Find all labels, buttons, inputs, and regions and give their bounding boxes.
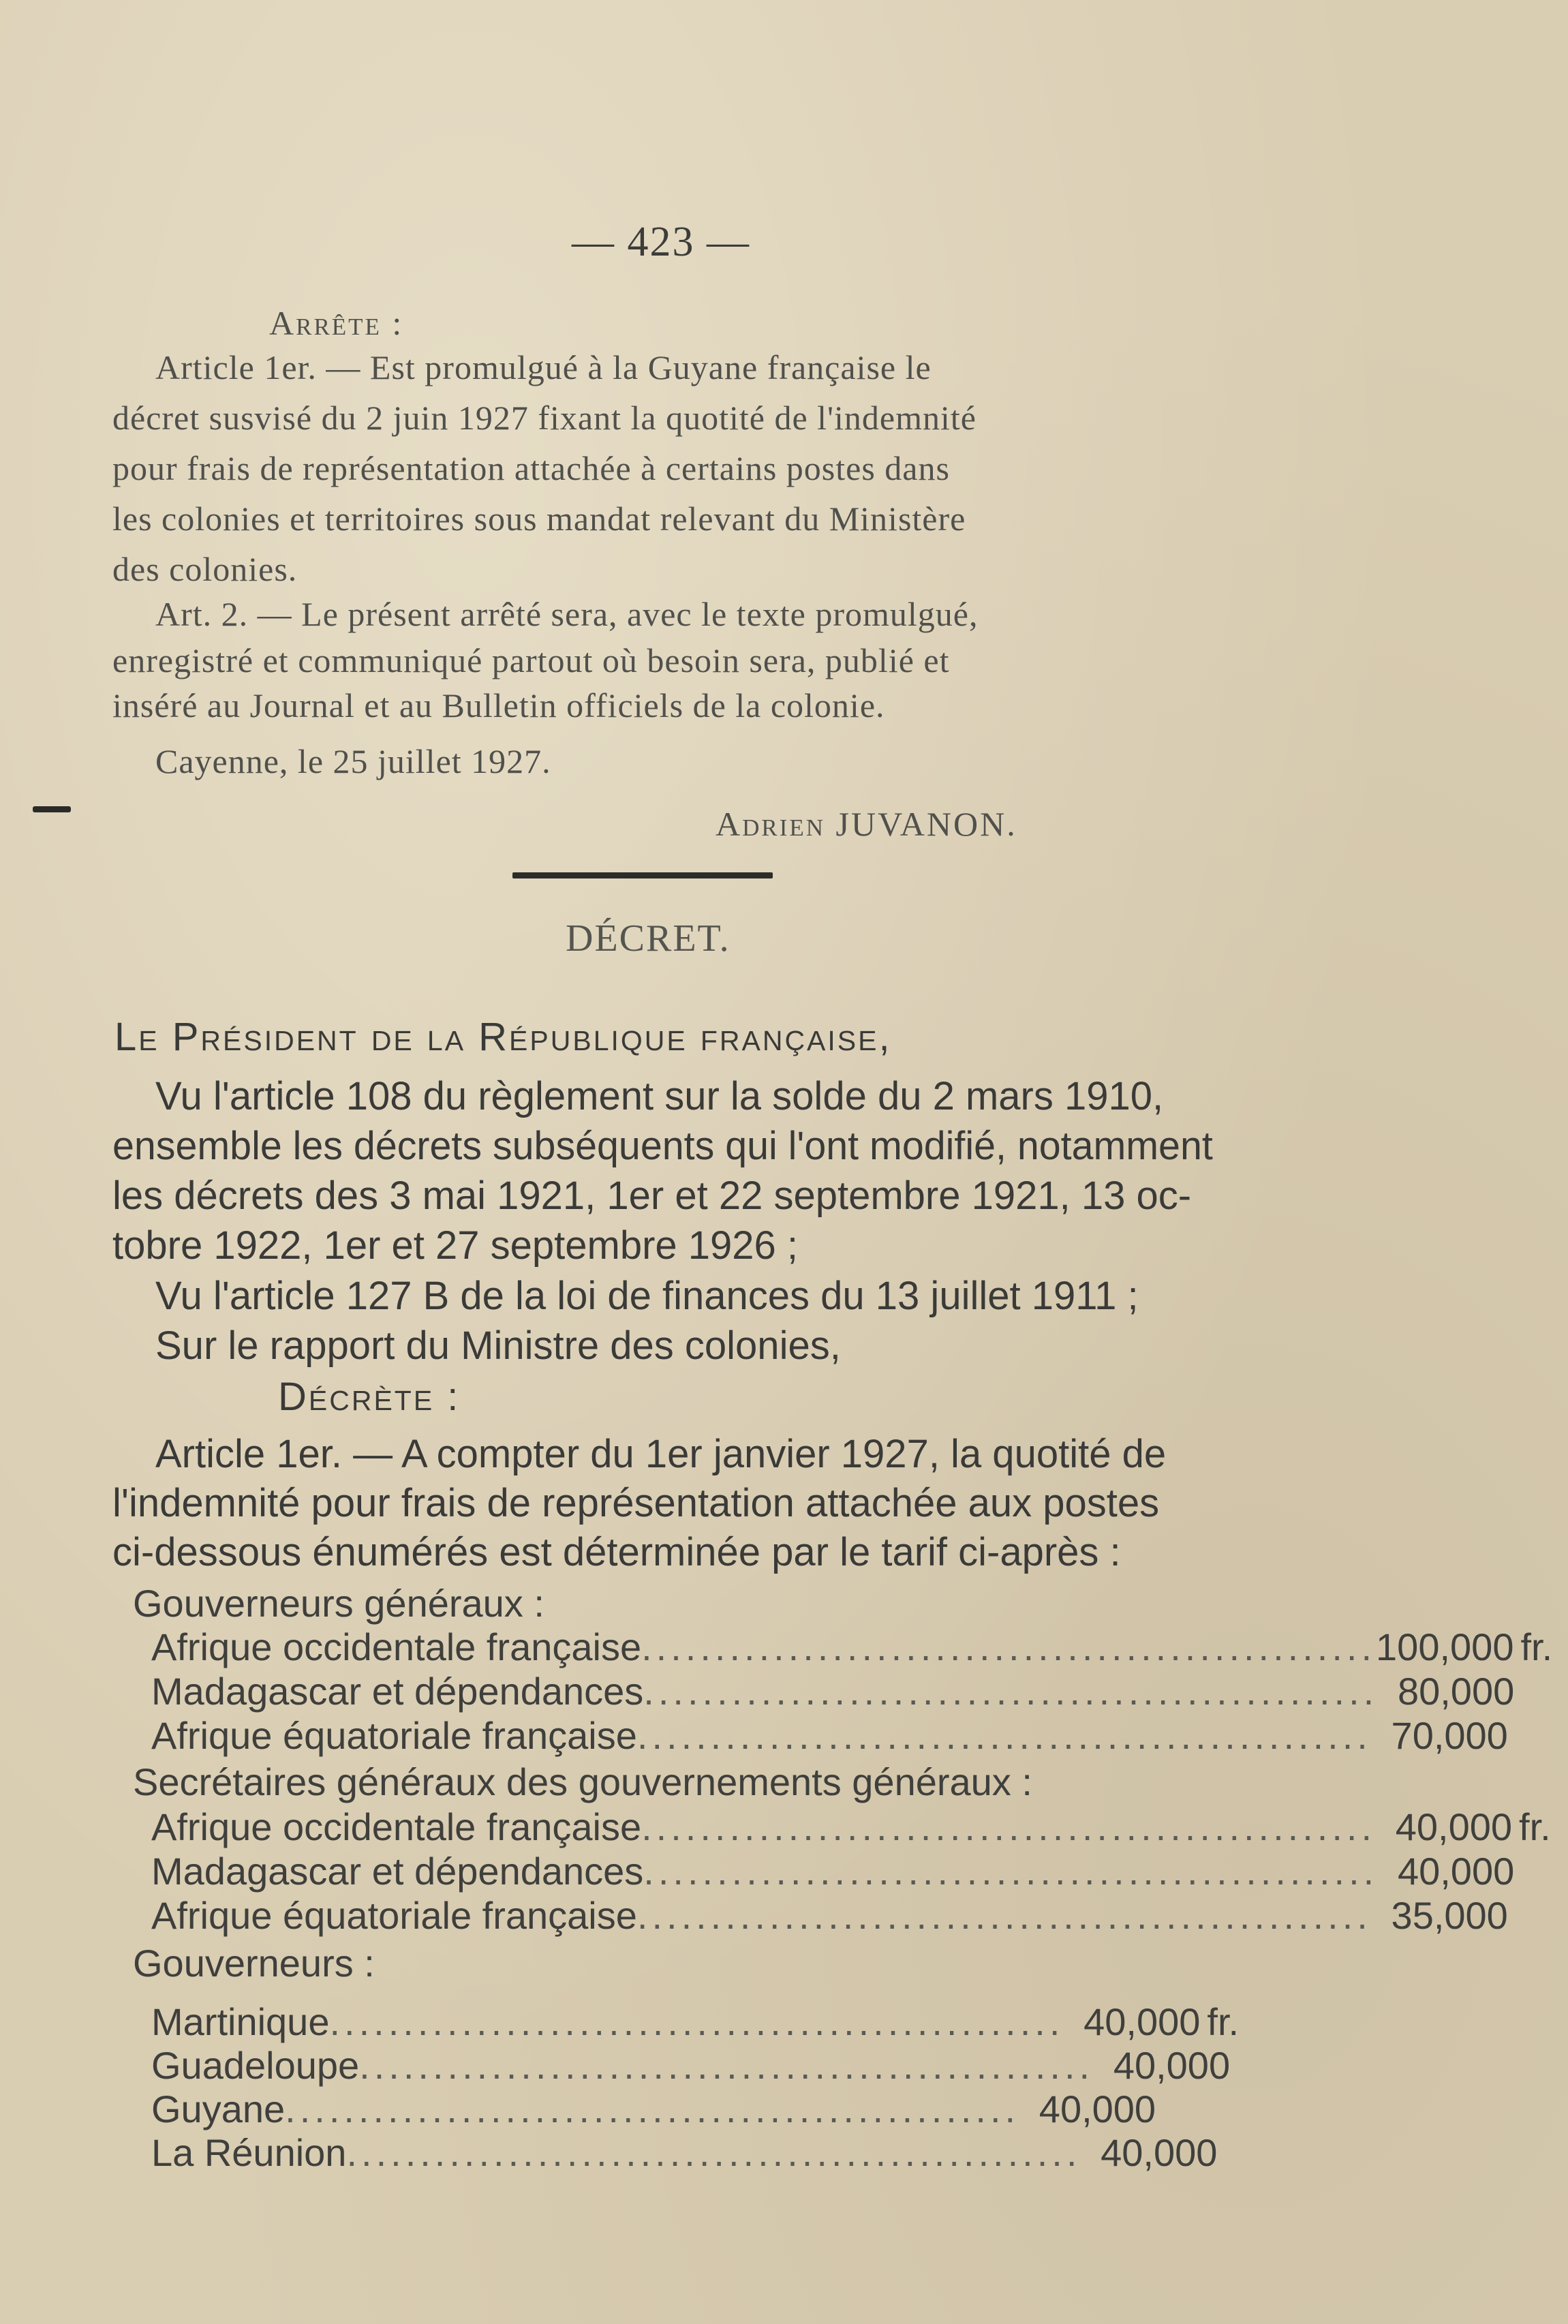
tariff-row-label: Afrique occidentale française — [151, 1625, 642, 1668]
tariff-row — [151, 1625, 1553, 1669]
tariff-row-unit: fr. — [1520, 1625, 1553, 1668]
leader-dots: .................................................. — [329, 2000, 1064, 2043]
tariff-group-title: Gouverneurs généraux : — [133, 1582, 544, 1625]
tariff-row-label: Afrique occidentale française — [151, 1805, 642, 1848]
tariff-row — [151, 2087, 1173, 2131]
tariff-row-amount: 80,000 — [1397, 1670, 1515, 1713]
tariff-row — [151, 1713, 1508, 1758]
tariff-row — [151, 2000, 1240, 2044]
arrete-date-line: Cayenne, le 25 juillet 1927. — [155, 742, 551, 780]
decret-title: DÉCRET. — [566, 917, 731, 960]
decret-vu1-line3: les décrets des 3 mai 1921, 1er et 22 septembre 1921, 13 oc- — [112, 1174, 1192, 1218]
tariff-row-label: Guyane — [151, 2088, 286, 2130]
arrete-article1-line4: les colonies et territoires sous mandat relevant du Ministère — [112, 500, 966, 538]
decret-preamble: Le Président de la République française, — [114, 1015, 892, 1059]
leader-dots: .................................................. — [643, 1850, 1379, 1893]
tariff-row — [151, 2130, 1218, 2175]
tariff-row-amount: 35,000 — [1391, 1894, 1508, 1937]
leader-dots: .................................................. — [285, 2088, 1020, 2130]
arrete-heading: Arrête : — [269, 304, 404, 342]
decret-decrete: Décrète : — [278, 1375, 461, 1419]
arrete-signature: Adrien JUVANON. — [716, 805, 1017, 843]
leader-dots: .................................................. — [641, 1805, 1377, 1848]
tariff-row-amount: 40,000 — [1113, 2044, 1231, 2087]
margin-mark — [33, 806, 71, 812]
arrete-article1-line1: Article 1er. — Est promulgué à la Guyane française le — [155, 348, 932, 386]
arrete-article2-line3: inséré au Journal et au Bulletin officiels de la colonie. — [112, 686, 885, 724]
leader-dots: .................................................. — [643, 1670, 1379, 1713]
tariff-row-amount: 40,000 — [1083, 2000, 1201, 2043]
decret-vu1-line2: ensemble les décrets subséquents qui l'ont modifié, notamment — [112, 1124, 1213, 1168]
decret-article1-line2: l'indemnité pour frais de représentation attachée aux postes — [112, 1481, 1160, 1525]
arrete-article2-line1: Art. 2. — Le présent arrêté sera, avec le texte promulgué, — [155, 595, 979, 633]
leader-dots: .................................................. — [346, 2131, 1081, 2174]
decret-vu1-line4: tobre 1922, 1er et 27 septembre 1926 ; — [112, 1223, 799, 1268]
tariff-group-title: Secrétaires généraux des gouvernements généraux : — [133, 1760, 1032, 1803]
tariff-row — [151, 1669, 1515, 1713]
tariff-row-label: Madagascar et dépendances — [151, 1670, 644, 1713]
tariff-group-title: Gouverneurs : — [133, 1942, 375, 1985]
page-number: — 423 — — [572, 219, 750, 265]
decret-vu2: Vu l'article 127 B de la loi de finances du 13 juillet 1911 ; — [155, 1274, 1139, 1318]
leader-dots: .................................................. — [641, 1625, 1377, 1668]
tariff-row-label: Guadeloupe — [151, 2044, 360, 2087]
tariff-row-amount: 40,000 — [1039, 2088, 1156, 2130]
leader-dots: .................................................. — [636, 1714, 1372, 1757]
tariff-row — [151, 1893, 1508, 1938]
arrete-article2-line2: enregistré et communiqué partout où besoin sera, publié et — [112, 641, 950, 679]
decret-vu1-line1: Vu l'article 108 du règlement sur la solde du 2 mars 1910, — [155, 1074, 1164, 1118]
leader-dots: .................................................. — [359, 2044, 1094, 2087]
tariff-row-label: Martinique — [151, 2000, 330, 2043]
arrete-article1-line2: décret susvisé du 2 juin 1927 fixant la quotité de l'indemnité — [112, 399, 977, 437]
tariff-row-label: Afrique équatoriale française — [151, 1714, 637, 1757]
decret-article1-line1: Article 1er. — A compter du 1er janvier 1927, la quotité de — [155, 1432, 1167, 1476]
tariff-row-amount: 100,000 — [1376, 1625, 1514, 1668]
tariff-row — [151, 2043, 1231, 2088]
section-divider — [512, 872, 773, 878]
tariff-row-amount: 40,000 — [1101, 2131, 1218, 2174]
tariff-row-unit: fr. — [1519, 1805, 1551, 1848]
tariff-row — [151, 1849, 1515, 1893]
tariff-row-unit: fr. — [1207, 2000, 1240, 2043]
decret-article1-line3: ci-dessous énumérés est déterminée par le tarif ci-après : — [112, 1530, 1121, 1574]
tariff-row-label: La Réunion — [151, 2131, 347, 2174]
tariff-row-label: Madagascar et dépendances — [151, 1850, 644, 1893]
tariff-row-amount: 40,000 — [1395, 1805, 1513, 1848]
tariff-row-label: Afrique équatoriale française — [151, 1894, 637, 1937]
leader-dots: .................................................. — [636, 1894, 1372, 1937]
arrete-article1-line5: des colonies. — [112, 550, 298, 588]
decret-rapport: Sur le rapport du Ministre des colonies, — [155, 1324, 841, 1368]
tariff-row-amount: 70,000 — [1391, 1714, 1508, 1757]
tariff-row-amount: 40,000 — [1397, 1850, 1515, 1893]
arrete-article1-line3: pour frais de représentation attachée à certains postes dans — [112, 449, 950, 487]
tariff-row — [151, 1805, 1551, 1849]
